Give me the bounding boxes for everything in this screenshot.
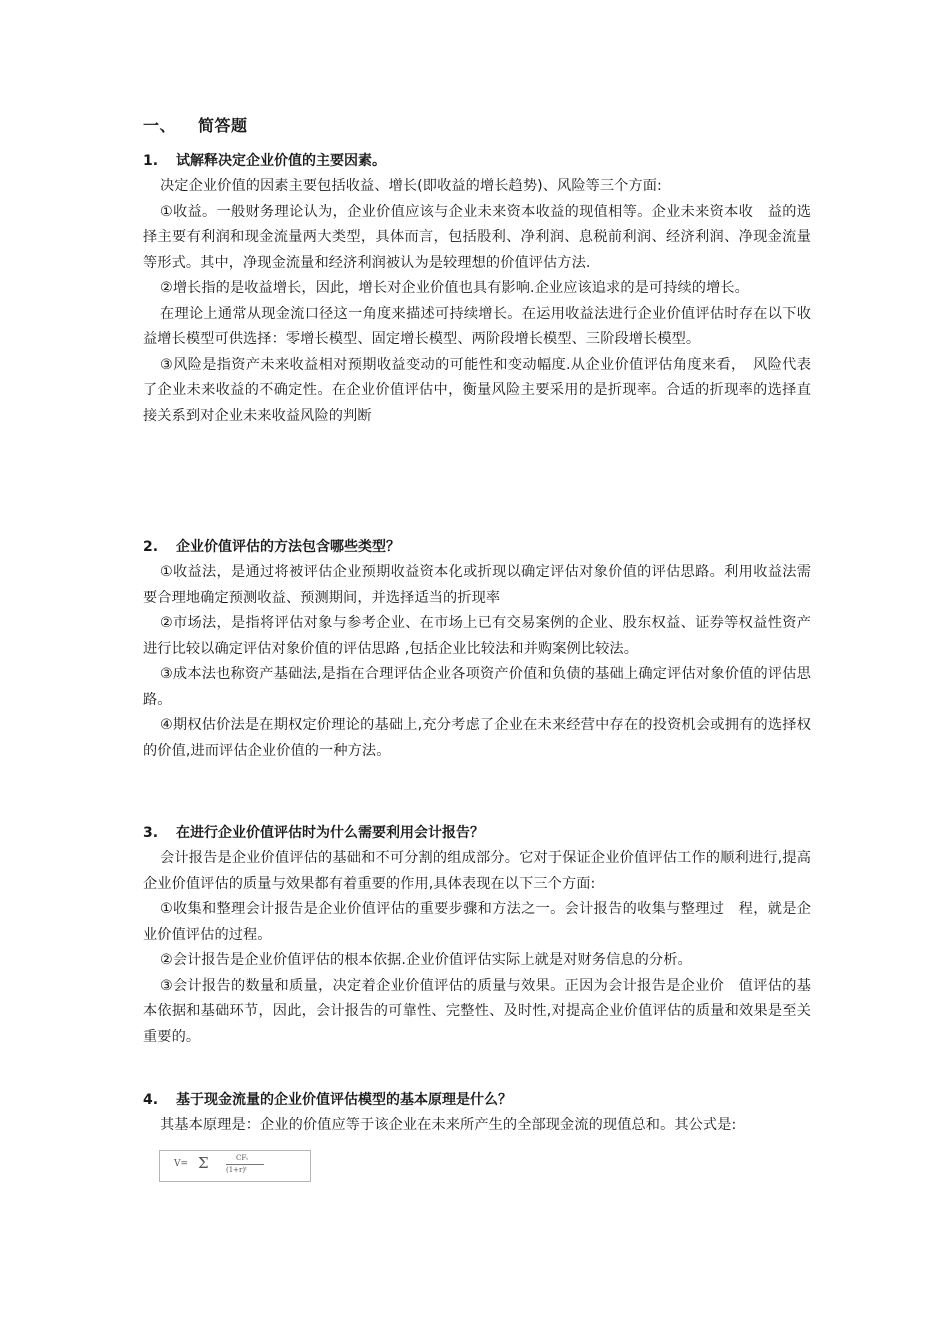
question-3	[143, 820, 811, 1050]
formula-sum-symbol: Σ	[198, 1153, 209, 1172]
question-text: 企业价值评估的方法包含哪些类型？	[176, 539, 400, 555]
question-text: 基于现金流量的企业价值评估模型的基本原理是什么？	[176, 1092, 512, 1108]
answer-paragraph: 其基本原理是：企业的价值应等于该企业在未来所产生的全部现金流的现值总和。其公式是:	[160, 1117, 737, 1133]
question-number: 1.	[143, 153, 159, 169]
formula-fraction-bar	[226, 1164, 264, 1165]
formula-denominator: (1+r)ᵗ	[226, 1165, 247, 1174]
question-text: 试解释决定企业价值的主要因素。	[176, 153, 386, 169]
answer-paragraph: 会计报告是企业价值评估的基础和不可分割的组成部分。它对于保证企业价值评估工作的顺利进行,提高企业价值评估的质量与效果都有着重要的作用,具体表现在以下三个方面:	[143, 850, 811, 892]
question-title	[143, 534, 811, 560]
answer-paragraph: ②会计报告是企业价值评估的根本依据.企业价值评估实际上就是对财务信息的分析。	[160, 952, 692, 968]
answer-paragraph: ②增长指的是收益增长，因此，增长对企业价值也具有影响.企业应该追求的是可持续的增长。	[160, 280, 749, 296]
question-title	[143, 148, 811, 174]
formula-numerator: CFₜ	[236, 1153, 248, 1162]
question-number: 2.	[143, 539, 159, 555]
question-2	[143, 534, 811, 764]
question-number: 4.	[143, 1092, 159, 1108]
answer-paragraph: ③会计报告的数量和质量，决定着企业价值评估的质量与效果。正因为会计报告是企业价 值评估的基本依据和基础环节，因此，会计报告的可靠性、完整性、及时性,对提高企业价值评估的质量和效果是至关重要的。	[143, 977, 811, 1045]
formula-lhs: V=	[174, 1158, 189, 1169]
answer-paragraph: ③风险是指资产未来收益相对预期收益变动的可能性和变动幅度.从企业价值评估角度来看， 风险代表了企业未来收益的不确定性。在企业价值评估中，衡量风险主要采用的是折现率。合适的折现率的选择直接关系到对企业未来收益风险的判断	[143, 356, 811, 424]
section-number: 一、	[143, 116, 177, 135]
answer-paragraph: 在理论上通常从现金流口径这一角度来描述可持续增长。在运用收益法进行企业价值评估时存在以下收益增长模型可供选择：零增长模型、固定增长模型、两阶段增长模型、三阶段增长模型。	[143, 305, 811, 347]
question-title	[143, 1087, 811, 1113]
question-title	[143, 820, 811, 846]
question-number: 3.	[143, 825, 159, 841]
question-1	[143, 148, 811, 429]
section-heading	[143, 113, 248, 136]
question-text: 在进行企业价值评估时为什么需要利用会计报告？	[176, 825, 484, 841]
answer-paragraph: ④期权估价法是在期权定价理论的基础上,充分考虑了企业在未来经营中存在的投资机会或拥有的选择权的价值,进而评估企业价值的一种方法。	[143, 717, 811, 759]
question-4	[143, 1087, 811, 1182]
answer-paragraph: ③成本法也称资产基础法,是指在合理评估企业各项资产价值和负债的基础上确定评估对象价值的评估思路。	[143, 666, 811, 708]
answer-paragraph: ①收益。一般财务理论认为，企业价值应该与企业未来资本收益的现值相等。企业未来资本收 益的选择主要有利润和现金流量两大类型，具体而言，包括股利、净利润、息税前利润、经济利润、净现金流量等形式。其中，净现金流量和经济利润被认为是较理想的价值评估方法.	[143, 203, 811, 271]
answer-paragraph: 决定企业价值的因素主要包括收益、增长(即收益的增长趋势)、风险等三个方面:	[160, 178, 662, 194]
formula-image	[159, 1150, 311, 1182]
answer-paragraph: ①收益法，是通过将被评估企业预期收益资本化或折现以确定评估对象价值的评估思路。利用收益法需要合理地确定预测收益、预测期间，并选择适当的折现率	[143, 564, 811, 606]
section-title: 简答题	[198, 116, 248, 135]
answer-paragraph: ①收集和整理会计报告是企业价值评估的重要步骤和方法之一。会计报告的收集与整理过 程，就是企业价值评估的过程。	[143, 901, 811, 943]
answer-paragraph: ②市场法，是指将评估对象与参考企业、在市场上已有交易案例的企业、股东权益、证券等权益性资产进行比较以确定评估对象价值的评估思路 ,包括企业比较法和并购案例比较法。	[143, 615, 811, 657]
